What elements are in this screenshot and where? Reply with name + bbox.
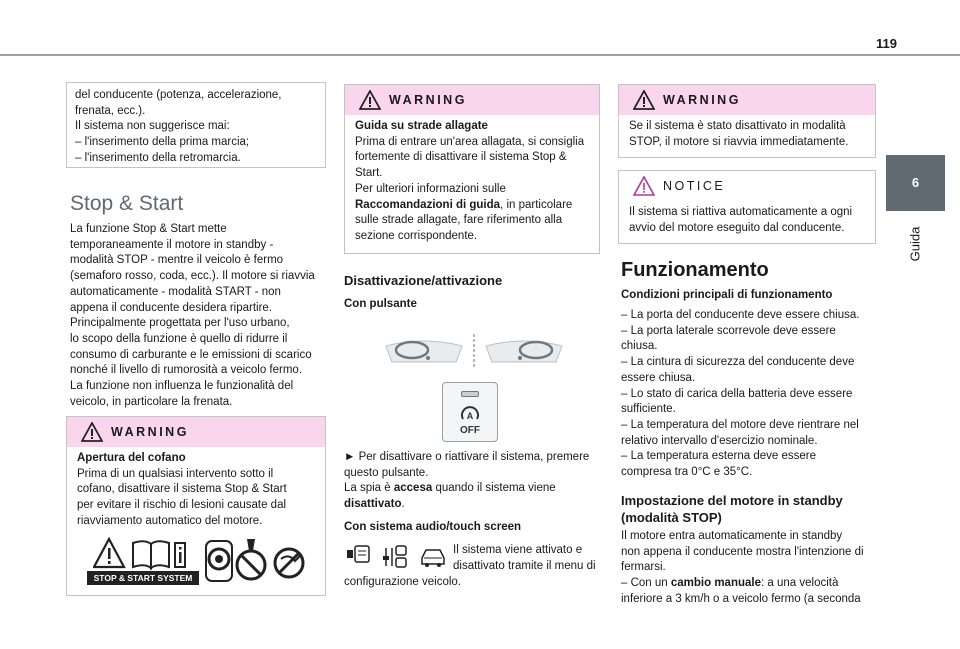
text-line: relativo intervallo d'esercizio nominale. (621, 434, 818, 447)
text-line: – La cintura di sicurezza del conducente deve (621, 356, 855, 369)
notice-triangle-icon (633, 176, 655, 196)
warning-triangle-icon (633, 90, 655, 110)
text-line: sezione corrispondente. (355, 229, 478, 242)
chapter-tab[interactable]: 6 (886, 155, 945, 211)
text-line: Impostazione del motore in standby (621, 493, 843, 508)
text-line: veicolo, in particolare la frenata. (70, 395, 233, 408)
intro-box (66, 82, 326, 168)
section-title-stop-start: Stop & Start (70, 192, 184, 215)
warning-text (619, 115, 875, 156)
warning-title: WARNING (663, 93, 741, 107)
subheading-conditions: Condizioni principali di funzionamento (621, 289, 833, 301)
text-line: essere chiusa. (621, 371, 696, 384)
text-line: fermarsi. (621, 561, 666, 574)
subheading-touch-screen: Con sistema audio/touch screen (344, 521, 522, 533)
warning-header (345, 85, 599, 115)
text-line: automaticamente - modalità START - non (70, 285, 281, 298)
touchscreen-menu-icons (346, 544, 446, 570)
warning-title: WARNING (111, 425, 189, 439)
led-status-text: La spia è accesa quando il sistema viene disattivato. (344, 482, 556, 510)
conditions-list (621, 308, 859, 481)
text-line: per evitare il rischio di lesioni causate dal (77, 499, 287, 512)
warning-triangle-icon (81, 422, 103, 442)
text-line: – La porta laterale scorrevole deve essere (621, 324, 836, 337)
driving-recommendations-ref: Raccomandazioni di guida (355, 198, 501, 211)
text-line: La funzione non influenza le funzionalità del (70, 380, 294, 393)
warning-header (619, 85, 875, 115)
text-line: Principalmente progettata per l'uso urbano, (70, 317, 290, 330)
text-line: (modalità STOP) (621, 510, 722, 525)
text-line: Start. (355, 167, 383, 180)
section-title-deactivation: Disattivazione/attivazione (344, 273, 503, 288)
page-number: 119 (876, 36, 897, 51)
text-line: disattivato tramite il menu di (453, 559, 596, 572)
warning-box-flooded-roads: WARNING Guida su strade allagate Prima di entrare un'area allagata, si consiglia fortemente di disattivare il sistema Stop & Start. Per ulteriori informazioni sulle Raccomandazioni di guida, in particolare sulle strade allagate, fare riferimento alla sezione corrispondente. (344, 84, 600, 254)
manual-gearbox-text: – Con un cambio manuale: a una velocità inferiore a 3 km/h o a veicolo fermo (a seconda (621, 577, 861, 605)
warning-heading: Guida su strade allagate (355, 120, 488, 132)
intro-text (75, 88, 282, 167)
text-line: Il motore entra automaticamente in standby (621, 530, 843, 542)
belt-pulley-icon (203, 535, 313, 587)
off-label: OFF (460, 425, 480, 436)
header-rule (0, 54, 960, 56)
stop-start-label-text: STOP & START SYSTEM (87, 571, 199, 585)
text-line: cofano, disattivare il sistema Stop & Start (77, 483, 287, 496)
subheading-button: Con pulsante (344, 298, 417, 310)
text-line: STOP, il motore si riavvia immediatamente. (629, 135, 849, 148)
text-line: – La porta del conducente deve essere chiusa. (621, 309, 860, 321)
text-line: sufficiente. (621, 403, 676, 416)
text-line: Prima di un qualsiasi intervento sotto il (77, 467, 274, 480)
text-line: non appena il conducente mostra l'intenzione di (621, 545, 864, 558)
text-line: Se il sistema è stato disattivato in modalità (629, 120, 846, 132)
text-line: lo scopo della funzione è quello di ridurre il (70, 332, 288, 345)
notice-box (618, 170, 876, 244)
warning-text-end (355, 213, 589, 244)
warning-box-restart (618, 84, 876, 158)
text-line: – La temperatura esterna deve essere (621, 450, 816, 463)
text-line: consumo di carburante e le emissioni di scarico (70, 348, 312, 361)
text-line: appena il conducente desidera ripartire. (70, 301, 273, 314)
press-button-instruction (344, 450, 589, 481)
dashboard-steering-wheel-icon (384, 332, 564, 370)
text-line: compresa tra 0°C e 35°C. (621, 466, 753, 479)
text-line: fortemente di disattivare il sistema Stop & (355, 151, 567, 164)
stop-start-off-button[interactable] (442, 382, 498, 442)
text-line: riavviamento automatico del motore. (77, 514, 263, 527)
text-line: del conducente (potenza, accelerazione, (75, 89, 282, 101)
warning-triangle-icon (359, 90, 381, 110)
text-line: Prima di entrare un'area allagata, si consiglia (355, 135, 585, 148)
text-line: chiusa. (621, 340, 658, 353)
text-line: sulle strade allagate, fare riferimento alla (355, 214, 563, 227)
standby-text (621, 529, 864, 576)
stop-start-description (70, 222, 315, 410)
status-led (461, 391, 479, 397)
notice-text (619, 201, 875, 242)
touchscreen-text-end: configurazione veicolo. (344, 576, 461, 588)
text-line: – l'inserimento della retromarcia. (75, 151, 241, 164)
warning-text (77, 467, 315, 530)
text-line: temporaneamente il motore in standby - (70, 238, 274, 251)
caution-manual-icon (93, 537, 189, 571)
touchscreen-text (453, 543, 596, 574)
text-line: ► Per disattivare o riattivare il sistema, premere (344, 451, 590, 463)
warning-text (355, 135, 589, 198)
svg-text:A: A (466, 411, 474, 421)
text-line: frenata, ecc.). (75, 104, 146, 117)
text-line: modalità STOP - mentre il veicolo è fermo (70, 254, 284, 267)
warning-heading: Apertura del cofano (77, 452, 186, 464)
notice-header (619, 171, 875, 201)
text-line: La funzione Stop & Start mette (70, 223, 227, 235)
text-line: – La temperatura del motore deve rientrare nel (621, 418, 859, 431)
text-line: Il sistema viene attivato e (453, 544, 583, 556)
text-line: (semaforo rosso, coda, ecc.). Il motore si riavvia (70, 270, 315, 283)
chapter-label: Guida (907, 226, 923, 262)
text-line: Il sistema non suggerisce mai: (75, 120, 230, 133)
warning-box-bonnet (66, 416, 326, 596)
section-title-standby (621, 492, 843, 526)
warning-title: WARNING (389, 93, 467, 107)
text-line: avvio del motore eseguito dal conducente. (629, 221, 845, 234)
text-line: – Lo stato di carica della batteria deve essere (621, 387, 853, 400)
section-title-operation: Funzionamento (621, 259, 769, 281)
text-line: Per ulteriori informazioni sulle (355, 182, 506, 195)
text-line: nonché il livello di rumorosità a veicolo fermo. (70, 364, 303, 377)
text-line: Il sistema si riattiva automaticamente a ogni (629, 206, 853, 218)
notice-title: NOTICE (663, 179, 726, 193)
text-line: questo pulsante. (344, 466, 429, 479)
auto-stop-icon (459, 405, 481, 423)
text-line: – l'inserimento della prima marcia; (75, 136, 250, 149)
warning-header (67, 417, 325, 447)
stop-start-label (87, 535, 313, 587)
